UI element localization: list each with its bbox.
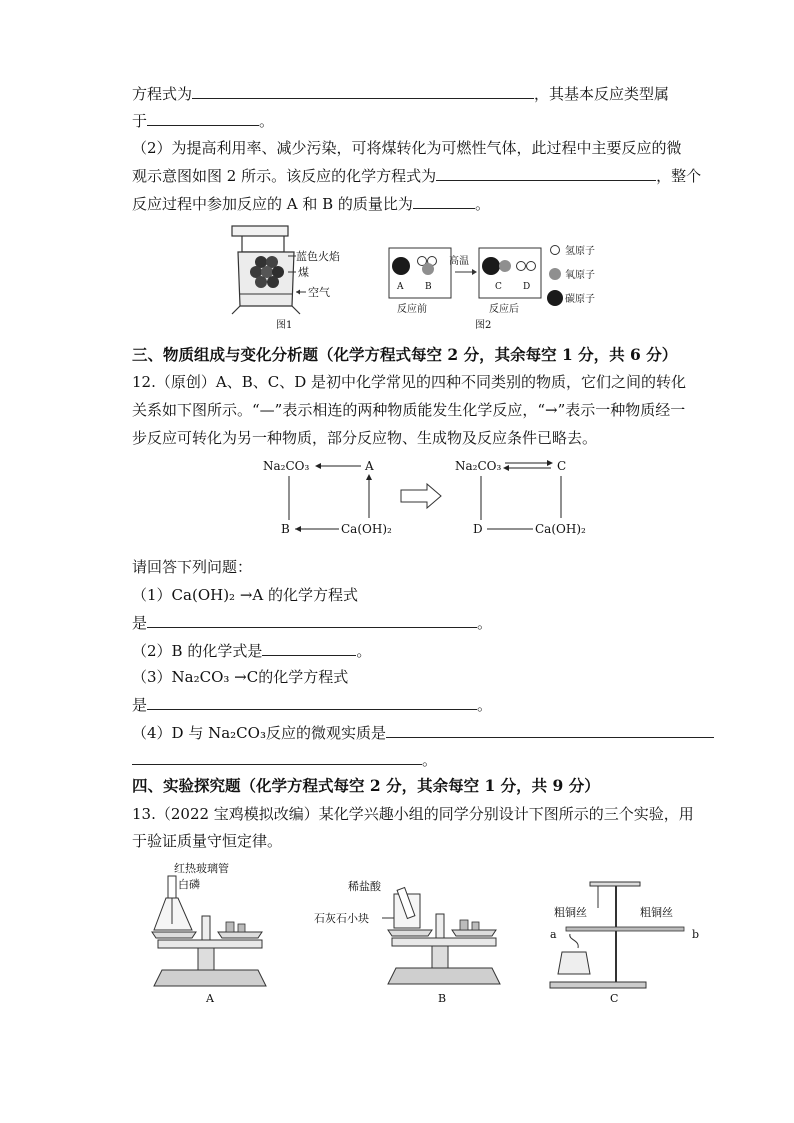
q11-line4 [132, 165, 701, 186]
stand-base [550, 982, 646, 988]
legend-hydrogen: 氢原子 [565, 246, 595, 257]
q12-prompt: 请回答下列问题： [132, 558, 253, 576]
label-limestone-pieces: 石灰石小块 [314, 912, 369, 925]
figure-2-caption: 图2 [475, 320, 492, 331]
molecule-b-oxygen [422, 263, 434, 275]
q12-line3: 步反应可转化为另一种物质，部分反应物、生成物及反应条件已略去。 [132, 429, 598, 447]
q12-part2 [132, 640, 371, 661]
label-dilute-hydrochloric-acid: 稀盐酸 [348, 880, 381, 893]
label-before: 反应前 [397, 304, 427, 315]
molecule-c-oxygen [499, 260, 511, 272]
q12-part1-pre: 是 [132, 614, 148, 632]
answer-blank-equation-2[interactable] [436, 165, 656, 181]
node-a: A [365, 459, 374, 473]
q11-line5 [132, 193, 490, 214]
label-high-temperature: 高温 [449, 256, 469, 267]
label-c: C [495, 282, 502, 292]
label-b: B [425, 282, 432, 292]
label-air: 空气 [308, 286, 330, 299]
q11-line4-text: 观示意图如图 2 所示。该反应的化学方程式为 [132, 167, 437, 185]
q12-part4 [132, 722, 714, 743]
experiment-a-apparatus [148, 858, 288, 1008]
q12-line1: 12.（原创）A、B、C、D 是初中化学常见的四种不同类别的物质，它们之间的转化 [132, 373, 686, 391]
section-3-title: 三、物质组成与变化分析题（化学方程式每空 2 分，其余每空 1 分，共 6 分） [132, 345, 678, 364]
q11-line1-tail: ，其基本反应类型属 [534, 85, 670, 103]
label-after: 反应后 [489, 304, 519, 315]
node-d: D [473, 522, 483, 536]
label-copper-wire-left: 粗铜丝 [554, 906, 587, 919]
q11-line1 [132, 83, 669, 104]
figure-1-stove [228, 222, 358, 334]
q12-part4-text: （4）D 与 Na₂CO₃反应的微观实质是 [132, 724, 386, 742]
answer-blank-q12-1[interactable] [147, 612, 477, 628]
flame-icon [570, 934, 578, 948]
q12-part1: （1）Ca(OH)₂ →A 的化学方程式 [132, 586, 358, 604]
q11-line3: （2）为提高利用率、减少污染，可将煤转化为可燃性气体，此过程中主要反应的微 [132, 139, 682, 157]
experiment-c-caption: C [610, 992, 619, 1005]
node-c: C [557, 459, 567, 473]
node-na2co3-left: Na₂CO₃ [263, 459, 310, 473]
experiment-b-caption: B [438, 992, 447, 1005]
stove-top-plate [232, 226, 288, 236]
legend-oxygen-icon [549, 268, 561, 280]
q12-part2-text: （2）B 的化学式是 [132, 642, 263, 660]
q12-part1-answer-line [132, 612, 492, 633]
node-caoh2-left: Ca(OH)₂ [341, 522, 392, 536]
q12-part4-end: 。 [422, 751, 438, 769]
legend-oxygen: 氧原子 [565, 270, 595, 281]
answer-blank-q12-2[interactable] [262, 640, 356, 656]
q13-line1: 13.（2022 宝鸡模拟改编）某化学兴趣小组的同学分别设计下图所示的三个实验，用 [132, 805, 694, 823]
label-end-a: a [550, 928, 557, 941]
answer-blank-mass-ratio[interactable] [413, 193, 475, 209]
node-caoh2-right: Ca(OH)₂ [535, 522, 586, 536]
legend-hydrogen-icon [551, 246, 560, 255]
q11-line2 [132, 110, 274, 131]
label-white-phosphorus: 白磷 [178, 878, 200, 891]
copper-wire-bar [566, 927, 684, 931]
label-a: A [397, 282, 404, 292]
label-blue-flame: 蓝色火焰 [296, 250, 340, 263]
answer-blank-equation[interactable] [192, 83, 534, 99]
stand-clamp [590, 882, 640, 886]
experiment-a-caption: A [206, 992, 214, 1005]
q12-part3: （3）Na₂CO₃ →C的化学方程式 [132, 668, 349, 686]
label-copper-wire-right: 粗铜丝 [640, 906, 673, 919]
molecule-a-carbon [392, 257, 410, 275]
figure-2-micro-reaction [385, 240, 615, 334]
molecule-d-hydrogen-1 [517, 262, 526, 271]
q12-part1-end: 。 [477, 614, 493, 632]
answer-blank-q12-4b[interactable] [132, 749, 422, 765]
q11-line1-text: 方程式为 [132, 85, 193, 103]
label-coal: 煤 [298, 266, 309, 279]
implies-arrow-icon [401, 484, 441, 508]
label-red-hot-glass-tube: 红热玻璃管 [174, 862, 229, 875]
experiment-c-apparatus [540, 878, 710, 1008]
experiment-b-apparatus [312, 878, 512, 1008]
q12-part3-end: 。 [477, 696, 493, 714]
conical-flask [154, 898, 192, 930]
q11-line2-end: 。 [259, 112, 275, 130]
section-4-title: 四、实验探究题（化学方程式每空 2 分，其余每空 1 分，共 9 分） [132, 776, 600, 795]
answer-blank-reaction-type[interactable] [147, 110, 259, 126]
legend-carbon-icon [547, 290, 563, 306]
legend-carbon: 碳原子 [565, 294, 595, 305]
molecule-d-hydrogen-2 [527, 262, 536, 271]
stove-neck [242, 236, 284, 252]
conversion-diagram [255, 452, 600, 542]
q12-part3-pre: 是 [132, 696, 148, 714]
label-d: D [523, 282, 531, 292]
q12-part4-continued [132, 749, 437, 770]
node-b: B [281, 522, 290, 536]
q11-line5-text: 反应过程中参加反应的 A 和 B 的质量比为 [132, 195, 413, 213]
answer-blank-q12-3[interactable] [147, 694, 477, 710]
q12-part2-end: 。 [356, 642, 372, 660]
molecule-c-carbon [482, 257, 500, 275]
figure-1-caption: 图1 [276, 320, 293, 331]
q11-line2-text: 于 [132, 112, 148, 130]
q12-part3-answer-line [132, 694, 492, 715]
q12-line2: 关系如下图所示。“—”表示相连的两种物质能发生化学反应，“→”表示一种物质经一 [132, 401, 686, 419]
q11-line5-end: 。 [474, 195, 490, 213]
glass-tube [168, 876, 176, 898]
q13-line2: 于验证质量守恒定律。 [132, 832, 283, 850]
node-na2co3-right: Na₂CO₃ [455, 459, 502, 473]
q11-line4-tail: ，整个 [656, 167, 702, 185]
alcohol-lamp [558, 952, 590, 974]
label-end-b: b [692, 928, 700, 941]
answer-blank-q12-4a[interactable] [386, 722, 714, 738]
